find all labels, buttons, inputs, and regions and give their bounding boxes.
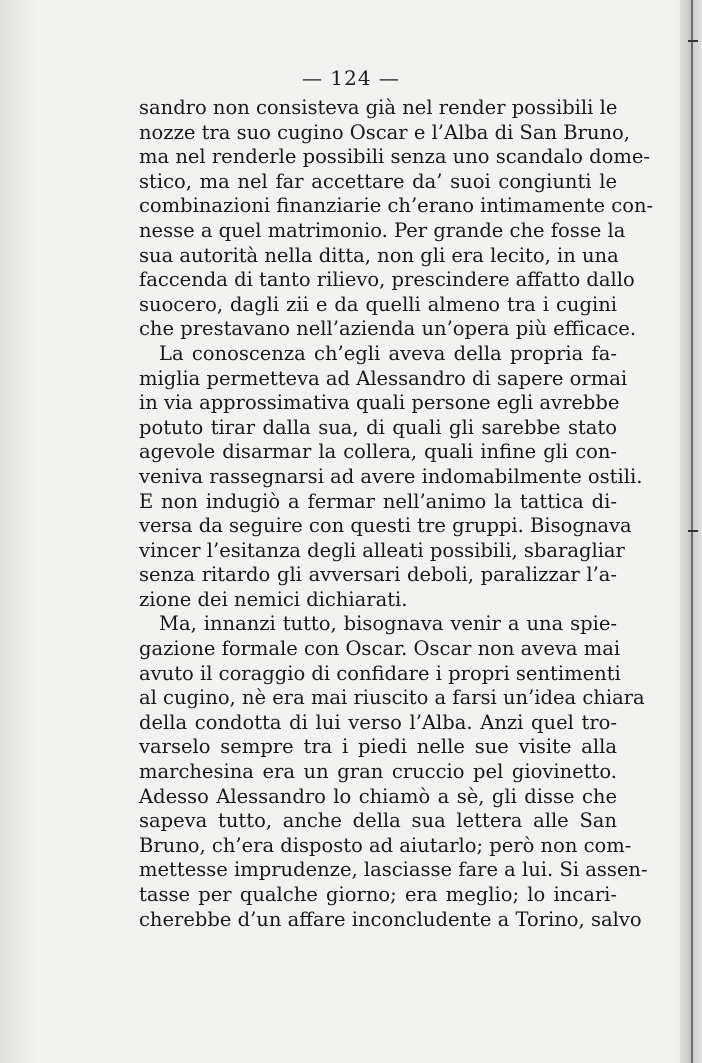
text-line: sapeva tutto, anche della sua lettera alle San [139, 809, 617, 833]
text-line: nesse a quel matrimonio. Per grande che fosse la [139, 218, 626, 242]
text-line: potuto tirar dalla sua, di quali gli sarebbe stato [139, 415, 617, 439]
text-line: agevole disarmar la collera, quali infine gli con- [139, 440, 617, 464]
text-line: della condotta di lui verso l’Alba. Anzi quel tro- [139, 710, 617, 734]
text-line: ma nel renderle possibili senza uno scandalo dome- [139, 145, 650, 169]
page-number: — 124 — [302, 66, 400, 90]
text-line: cherebbe d’un affare inconcludente a Torino, salvo [139, 907, 642, 931]
text-line: gazione formale con Oscar. Oscar non aveva mai [139, 637, 621, 661]
text-line: vincer l’esitanza degli alleati possibili, sbaragliar [139, 538, 625, 562]
text-line: senza ritardo gli avversari deboli, paralizzar l’a- [139, 563, 617, 587]
text-line: stico, ma nel far accettare da’ suoi congiunti le [139, 169, 617, 193]
text-line: sandro non consisteva già nel render possibili le [139, 96, 618, 119]
text-line: veniva rassegnarsi ad avere indomabilmente ostili. [139, 464, 643, 488]
text-line: faccenda di tanto rilievo, prescindere affatto dallo [139, 268, 635, 292]
text-line: versa da seguire con questi tre gruppi. Bisognava [139, 514, 632, 538]
text-line: nozze tra suo cugino Oscar e l’Alba di San Bruno, [139, 120, 630, 144]
text-line: zione dei nemici dichiarati. [139, 587, 408, 611]
text-line: in via approssimativa quali persone egli avrebbe [139, 391, 620, 415]
text-line: La conoscenza ch’egli aveva della propria fa- [159, 341, 617, 365]
text-line: Ma, innanzi tutto, bisognava venir a una spie- [159, 612, 617, 636]
text-line: miglia permetteva ad Alessandro di sapere ormai [139, 366, 628, 390]
page-edge-tick [688, 530, 698, 532]
text-line: sua autorità nella ditta, non gli era lecito, in una [139, 243, 619, 267]
text-line: che prestavano nell’azienda un’opera più efficace. [139, 317, 637, 341]
text-line: mettesse imprudenze, lasciasse fare a lui. Si assen- [139, 858, 648, 882]
text-line: tasse per qualche giorno; era meglio; lo incari- [139, 883, 617, 906]
text-line: avuto il coraggio di confidare i propri sentimenti [139, 661, 621, 685]
body-text [139, 96, 654, 932]
text-line: varselo sempre tra i piedi nelle sue visite alla [139, 735, 617, 759]
text-line: al cugino, nè era mai riuscito a farsi un’idea chiara [139, 686, 645, 710]
text-line: suocero, dagli zii e da quelli almeno tra i cugini [139, 292, 617, 316]
text-line: Adesso Alessandro lo chiamò a sè, gli disse che [139, 784, 617, 808]
text-line: Bruno, ch’era disposto ad aiutarlo; però non com- [139, 833, 632, 857]
text-line: marchesina era un gran cruccio pel giovinetto. [139, 760, 617, 784]
text-line: combinazioni finanziarie ch’erano intimamente con- [139, 194, 654, 218]
page-edge-tick [688, 40, 698, 42]
text-line: E non indugiò a fermar nell’animo la tattica di- [139, 489, 617, 513]
